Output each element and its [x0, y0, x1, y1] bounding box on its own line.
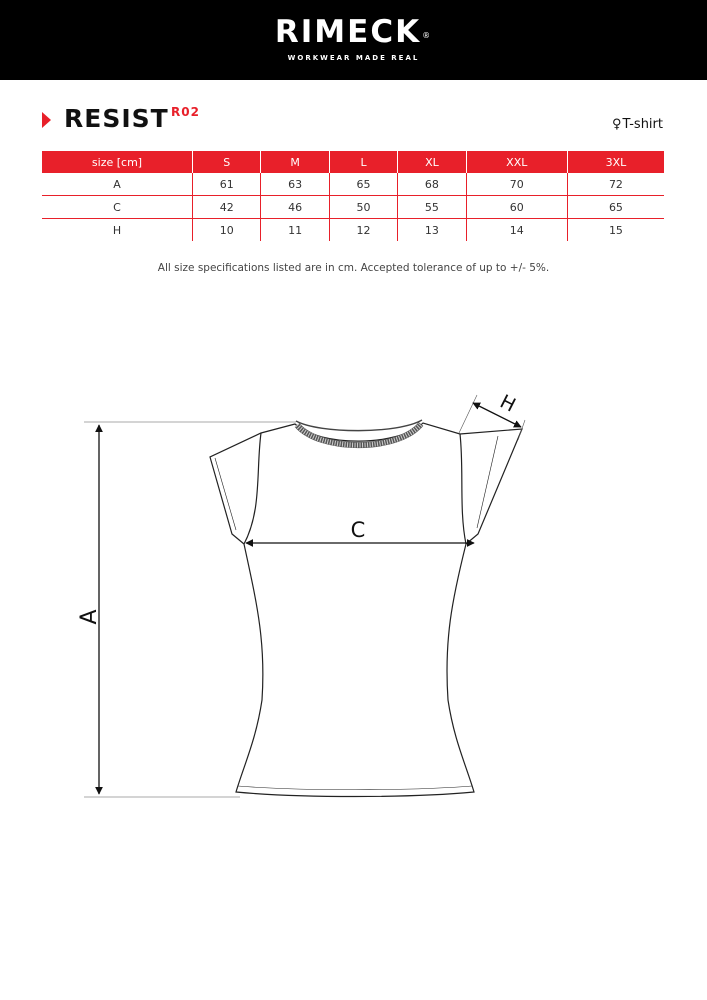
table-cell: 13	[398, 219, 466, 242]
a-label: A	[77, 609, 102, 625]
header-cell: 3XL	[567, 151, 664, 173]
header-cell: M	[261, 151, 329, 173]
table-cell: H	[42, 219, 193, 242]
table-cell: 42	[193, 196, 261, 219]
tolerance-note: All size specifications listed are in cm. Accepted tolerance of up to +/- 5%.	[157, 262, 550, 274]
left-sleeve-hem	[215, 458, 236, 530]
table-cell: 72	[567, 173, 664, 196]
h-extension-1	[459, 395, 477, 433]
right-sleeve-hem	[477, 436, 498, 528]
h-label: H	[496, 390, 520, 417]
table-cell: C	[42, 196, 193, 219]
collar-inner-line	[296, 420, 422, 431]
table-cell: 70	[466, 173, 567, 196]
registered-mark: ®	[422, 31, 433, 40]
table-cell: 55	[398, 196, 466, 219]
header-cell: XL	[398, 151, 466, 173]
right-sleeve-seam	[460, 434, 466, 544]
female-icon: ♀	[611, 117, 622, 132]
table-cell: 63	[261, 173, 329, 196]
header-cell: size [cm]	[42, 151, 193, 173]
table-cell: 65	[567, 196, 664, 219]
dimension-h	[459, 391, 525, 440]
table-cell: 65	[329, 173, 397, 196]
table-cell: 50	[329, 196, 397, 219]
table-cell: 10	[193, 219, 261, 242]
table-cell: 12	[329, 219, 397, 242]
product-code: R02	[171, 105, 200, 119]
table-cell: 61	[193, 173, 261, 196]
table-cell: 14	[466, 219, 567, 242]
tshirt-body-outline	[210, 423, 522, 797]
product-name: RESIST	[64, 104, 169, 133]
table-cell: A	[42, 173, 193, 196]
table-cell: 11	[261, 219, 329, 242]
header-cell: L	[329, 151, 397, 173]
tshirt-outline	[210, 423, 522, 797]
left-sleeve-seam	[244, 433, 261, 544]
brand-name: RIMECK	[274, 14, 422, 50]
product-type-label: T-shirt	[622, 117, 663, 132]
table-cell: 15	[608, 223, 623, 237]
bottom-hem	[238, 786, 472, 790]
c-label: C	[350, 518, 366, 542]
table-cell: 60	[466, 196, 567, 219]
dimension-a	[77, 422, 296, 797]
dimension-c	[246, 518, 474, 543]
header-cell: XXL	[466, 151, 567, 173]
h-extension-2	[518, 420, 525, 440]
brand-tagline: WORKWEAR MADE REAL	[287, 54, 420, 62]
header-cell: S	[193, 151, 261, 173]
table-cell: 68	[398, 173, 466, 196]
table-cell: 46	[261, 196, 329, 219]
